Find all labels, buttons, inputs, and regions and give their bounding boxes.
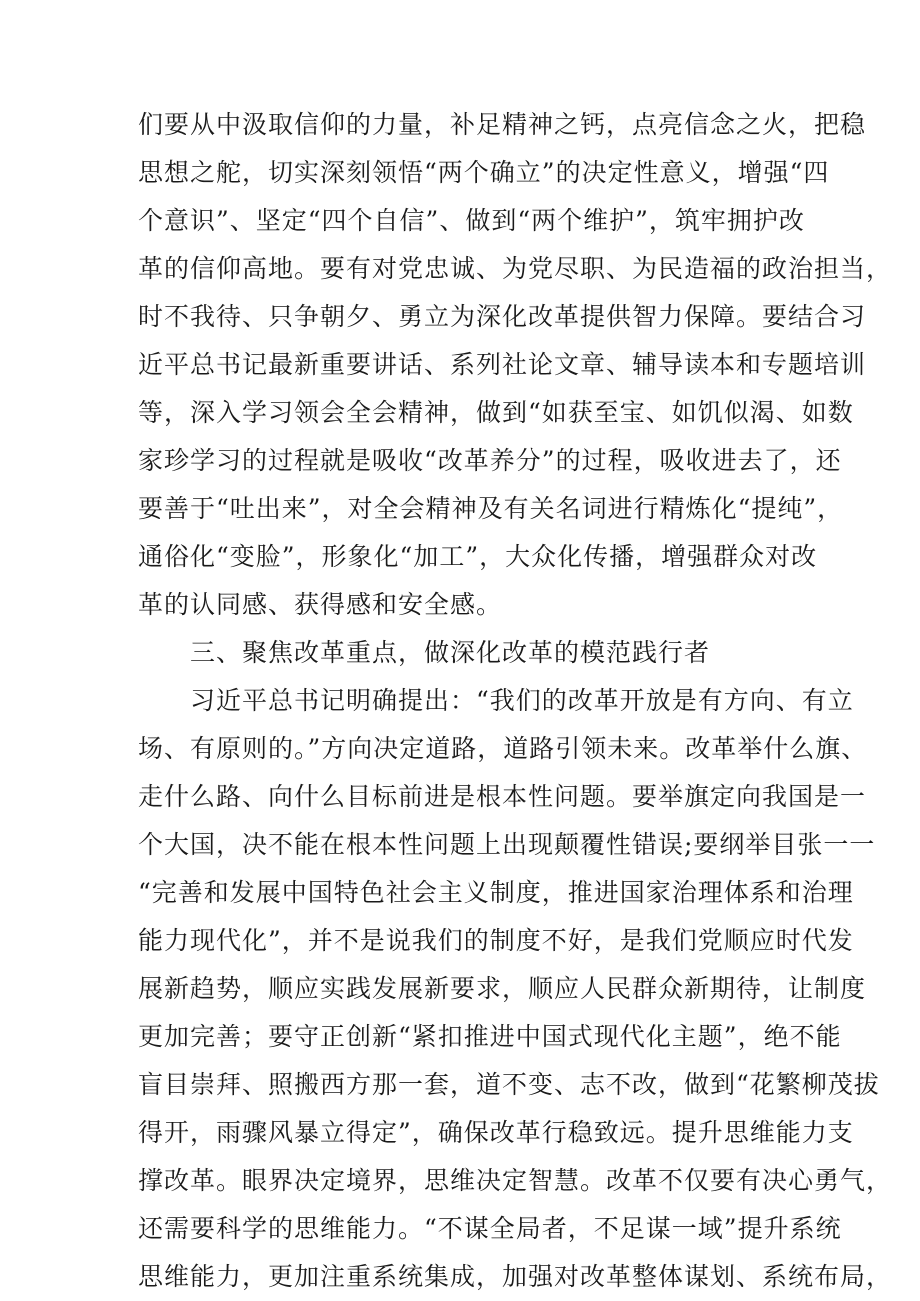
text-line: 近平总书记最新重要讲话、系列社论文章、辅导读本和专题培训 xyxy=(138,350,867,379)
text-line: 得开，雨骤风暴立得定”，确保改革行稳致远。提升思维能力支 xyxy=(138,1118,854,1147)
text-line: 思维能力，更加注重系统集成，加强对改革整体谋划、系统布局， xyxy=(138,1262,893,1291)
text-line: 还需要科学的思维能力。“不谋全局者，不足谋一域”提升系统 xyxy=(138,1214,842,1243)
text-line: 场、有原则的。”方向决定道路，道路引领未来。改革举什么旗、 xyxy=(138,734,868,763)
text-line: 走什么路、向什么目标前进是根本性问题。要举旗定向我国是一 xyxy=(138,782,867,811)
text-line: 撑改革。眼界决定境界，思维决定智慧。改革不仅要有决心勇气， xyxy=(138,1166,893,1195)
text-line: 革的认同感、获得感和安全感。 xyxy=(138,590,503,619)
text-line: 思想之舵，切实深刻领悟“两个确立”的决定性意义，增强“四 xyxy=(138,158,830,187)
text-line: 习近平总书记明确提出：“我们的改革开放是有方向、有立 xyxy=(138,686,854,715)
text-line: 盲目崇拜、照搬西方那一套，道不变、志不改，做到“花繁柳茂拔 xyxy=(138,1070,880,1099)
text-line: 个大国，决不能在根本性问题上出现颠覆性错误;要纲举目张一一 xyxy=(138,830,876,859)
body-text xyxy=(138,101,893,1301)
text-line: 时不我待、只争朝夕、勇立为深化改革提供智力保障。要结合习 xyxy=(138,302,867,331)
text-line: 们要从中汲取信仰的力量，补足精神之钙，点亮信念之火，把稳 xyxy=(138,110,867,139)
section-heading: 三、聚焦改革重点，做深化改革的模范践行者 xyxy=(138,638,711,667)
text-line: 要善于“吐出来”，对全会精神及有关名词进行精炼化“提纯”， xyxy=(138,494,844,523)
text-line: 等，深入学习领会全会精神，做到“如获至宝、如饥似渴、如数 xyxy=(138,398,854,427)
text-line: “完善和发展中国特色社会主义制度，推进国家治理体系和治理 xyxy=(138,878,854,907)
text-line: 展新趋势，顺应实践发展新要求，顺应人民群众新期待，让制度 xyxy=(138,974,867,1003)
text-line: 家珍学习的过程就是吸收“改革养分”的过程，吸收进去了，还 xyxy=(138,446,842,475)
text-line: 通俗化“变脸”，形象化“加工”，大众化传播，增强群众对改 xyxy=(138,542,818,571)
text-line: 更加完善；要守正创新“紧扣推进中国式现代化主题”，绝不能 xyxy=(138,1022,842,1051)
text-line: 能力现代化”，并不是说我们的制度不好，是我们党顺应时代发 xyxy=(138,926,854,955)
text-line: 革的信仰高地。要有对党忠诚、为党尽职、为民造福的政治担当， xyxy=(138,254,893,283)
text-line: 个意识”、坚定“四个自信”、做到“两个维护”，筑牢拥护改 xyxy=(138,206,805,235)
